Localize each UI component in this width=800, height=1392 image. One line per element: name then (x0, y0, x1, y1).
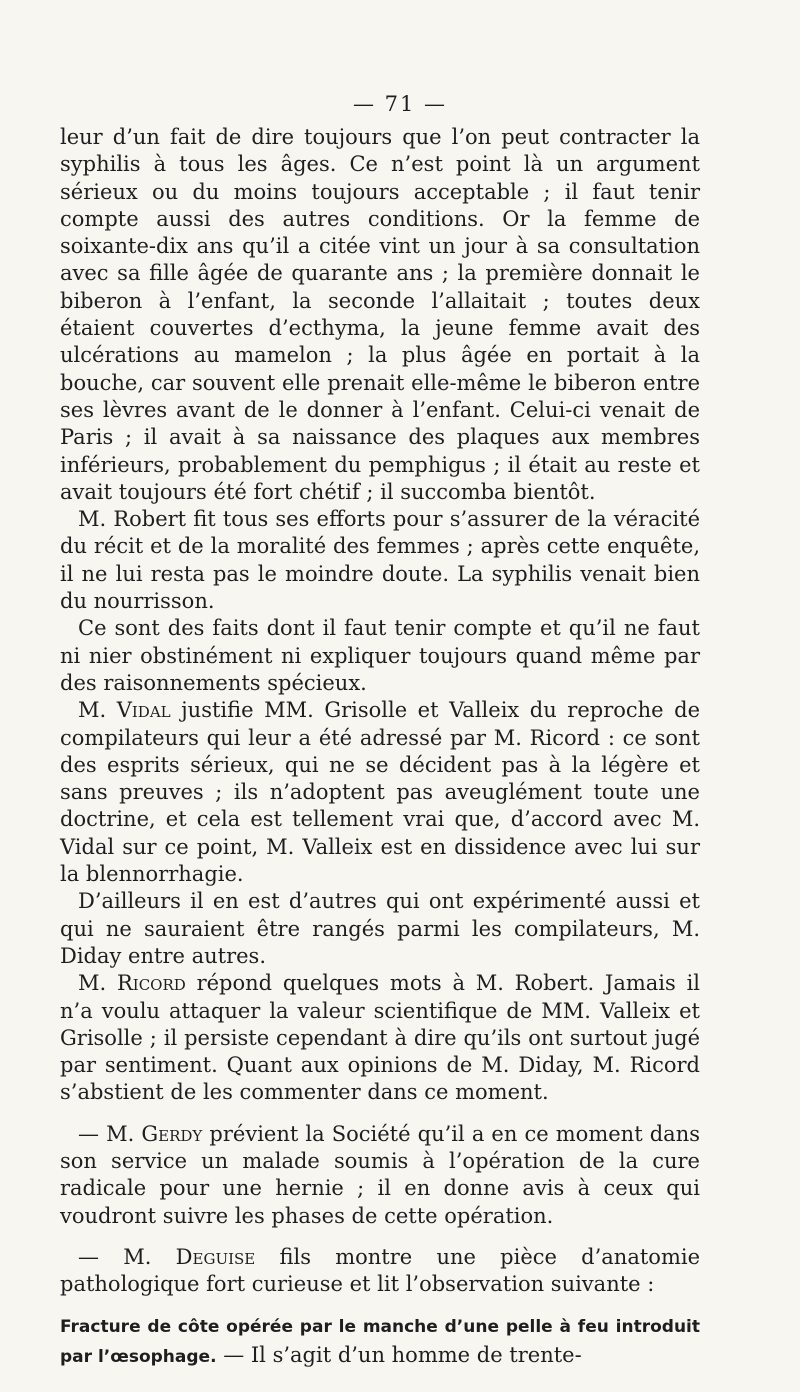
paragraph-body: prévient la Société qu’il a en ce moment dans son service un malade soumis à l’opération de la cure radicale pour une hernie ; il en donne avis à ceux qui voudront suivre les phases de cette opération. (60, 1121, 700, 1228)
case-heading-title: Fracture de côte opérée par le manche d’une pelle à feu introduit par l’œsophage. (60, 1317, 700, 1367)
paragraph-continued: leur d’un fait de dire toujours que l’on peut contracter la syphilis à tous les âges. Ce n’est point là un argument sérieux ou du moins toujours acceptable ; il faut tenir compte aussi des autres conditions. Or la femme de soixante-dix ans qu’il a citée vint un jour à sa consultation avec sa fille âgée de quarante ans ; la première donnait le biberon à l’enfant, la seconde l’allaitait ; toutes deux étaient couvertes d’ecthyma, la jeune femme avait des ulcérations au mamelon ; la plus âgée en portait à la bouche, car souvent elle prenait elle-même le biberon entre ses lèvres avant de le donner à l’enfant. Celui-ci venait de Paris ; il avait à sa naissance des plaques aux membres inférieurs, probablement du pemphigus ; il était au reste et avait toujours été fort chétif ; il succomba bientôt. (60, 125, 700, 504)
paragraph-faits: Ce sont des faits dont il faut tenir compte et qu’il ne faut ni nier obstinément ni expliquer toujours quand même par des raisonnements spécieux. (60, 616, 700, 695)
paragraph-vidal (60, 697, 700, 888)
paragraph-robert: M. Robert fit tous ses efforts pour s’assurer de la véracité du récit et de la moralité des femmes ; après cette enquête, il ne lui resta pas le moindre doute. La syphilis venait bien du nourrisson. (60, 507, 700, 614)
speaker-name: Gerdy (141, 1121, 203, 1146)
paragraph-body: justifie MM. Grisolle et Valleix du reproche de compilateurs qui leur a été adressé par M. Ricord : ce sont des esprits sérieux, qui ne se décident pas à la légère et sans preuves ; ils n’adoptent pas aveuglément toute une doctrine, et cela est tellement vrai que, d’accord avec M. Vidal sur ce point, M. Valleix est en dissidence avec lui sur la blennorrhagie. (60, 698, 700, 887)
page-number: — 71 — (352, 92, 448, 116)
paragraph-body: fils montre une pièce d’anatomie pathologique fort curieuse et lit l’observation suivante : (60, 1244, 700, 1297)
paragraph-lead: M. (78, 698, 117, 723)
case-heading-paragraph (60, 1312, 700, 1371)
paragraph-lead: — M. (78, 1121, 142, 1146)
speaker-name: Vidal (116, 698, 171, 723)
paragraph-body: répond quelques mots à M. Robert. Jamais il n’a voulu attaquer la valeur scientifique de MM. Valleix et Grisolle ; il persiste cependant à dire qu’ils ont surtout jugé par sentiment. Quant aux opinions de M. Diday, M. Ricord s’abstient de les commenter dans ce moment. (60, 971, 700, 1105)
paragraph-diday: D’ailleurs il en est d’autres qui ont expérimenté aussi et qui ne sauraient être rangés parmi les compilateurs, M. Diday entre autres. (60, 889, 700, 968)
paragraph-ricord (60, 970, 700, 1106)
paragraph-deguise (60, 1244, 700, 1299)
speaker-name: Ricord (116, 971, 186, 996)
case-heading-continuation: — Il s’agit d’un homme de trente- (216, 1342, 582, 1367)
paragraph-lead: M. (78, 971, 117, 996)
speaker-name: Deguise (175, 1244, 256, 1269)
paragraph-gerdy (60, 1121, 700, 1230)
paragraph-lead: — M. (78, 1244, 176, 1269)
body-text (60, 124, 700, 1371)
